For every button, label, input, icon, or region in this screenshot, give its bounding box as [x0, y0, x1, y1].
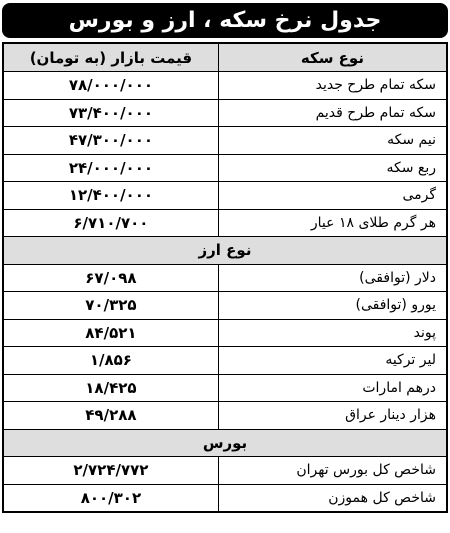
table-header-row	[3, 43, 447, 72]
row-name: شاخص کل بورس تهران	[218, 457, 447, 485]
currency-section-header	[3, 237, 447, 265]
table-row	[3, 154, 447, 182]
table-row	[3, 484, 447, 512]
row-price: ۱/۸۵۶	[3, 347, 218, 375]
table-row	[3, 402, 447, 430]
bourse-section-header	[3, 429, 447, 457]
row-name: گرمی	[218, 182, 447, 210]
row-name: سکه تمام طرح قدیم	[218, 99, 447, 127]
table-row	[3, 99, 447, 127]
row-name: پوند	[218, 319, 447, 347]
table-row	[3, 72, 447, 100]
table-row	[3, 182, 447, 210]
row-price: ۸۴/۵۲۱	[3, 319, 218, 347]
table-row	[3, 292, 447, 320]
table-row	[3, 264, 447, 292]
page-title: جدول نرخ سکه ، ارز و بورس	[2, 3, 448, 38]
table-row	[3, 347, 447, 375]
table-row	[3, 127, 447, 155]
row-name: نیم سکه	[218, 127, 447, 155]
row-price: ۶/۷۱۰/۷۰۰	[3, 209, 218, 237]
row-price: ۴۷/۳۰۰/۰۰۰	[3, 127, 218, 155]
market-price-header: قیمت بازار (به تومان)	[3, 43, 218, 72]
row-price: ۷۸/۰۰۰/۰۰۰	[3, 72, 218, 100]
table-row	[3, 457, 447, 485]
table-row	[3, 374, 447, 402]
row-name: هزار دینار عراق	[218, 402, 447, 430]
row-name: ربع سکه	[218, 154, 447, 182]
row-name: لیر ترکیه	[218, 347, 447, 375]
bourse-section-label: بورس	[3, 429, 447, 457]
price-table	[2, 42, 448, 513]
table-row	[3, 209, 447, 237]
row-price: ۴۹/۲۸۸	[3, 402, 218, 430]
table-row	[3, 319, 447, 347]
row-name: یورو (توافقی)	[218, 292, 447, 320]
row-price: ۱۸/۴۲۵	[3, 374, 218, 402]
row-name: درهم امارات	[218, 374, 447, 402]
row-price: ۸۰۰/۳۰۲	[3, 484, 218, 512]
row-price: ۱۲/۴۰۰/۰۰۰	[3, 182, 218, 210]
row-name: هر گرم طلای ۱۸ عیار	[218, 209, 447, 237]
currency-section-label: نوع ارز	[3, 237, 447, 265]
row-name: سکه تمام طرح جدید	[218, 72, 447, 100]
row-name: دلار (توافقی)	[218, 264, 447, 292]
row-name: شاخص کل هموزن	[218, 484, 447, 512]
row-price: ۷۳/۴۰۰/۰۰۰	[3, 99, 218, 127]
row-price: ۲۴/۰۰۰/۰۰۰	[3, 154, 218, 182]
row-price: ۶۷/۰۹۸	[3, 264, 218, 292]
row-price: ۲/۷۲۴/۷۷۲	[3, 457, 218, 485]
coin-type-header: نوع سکه	[218, 43, 447, 72]
row-price: ۷۰/۳۲۵	[3, 292, 218, 320]
